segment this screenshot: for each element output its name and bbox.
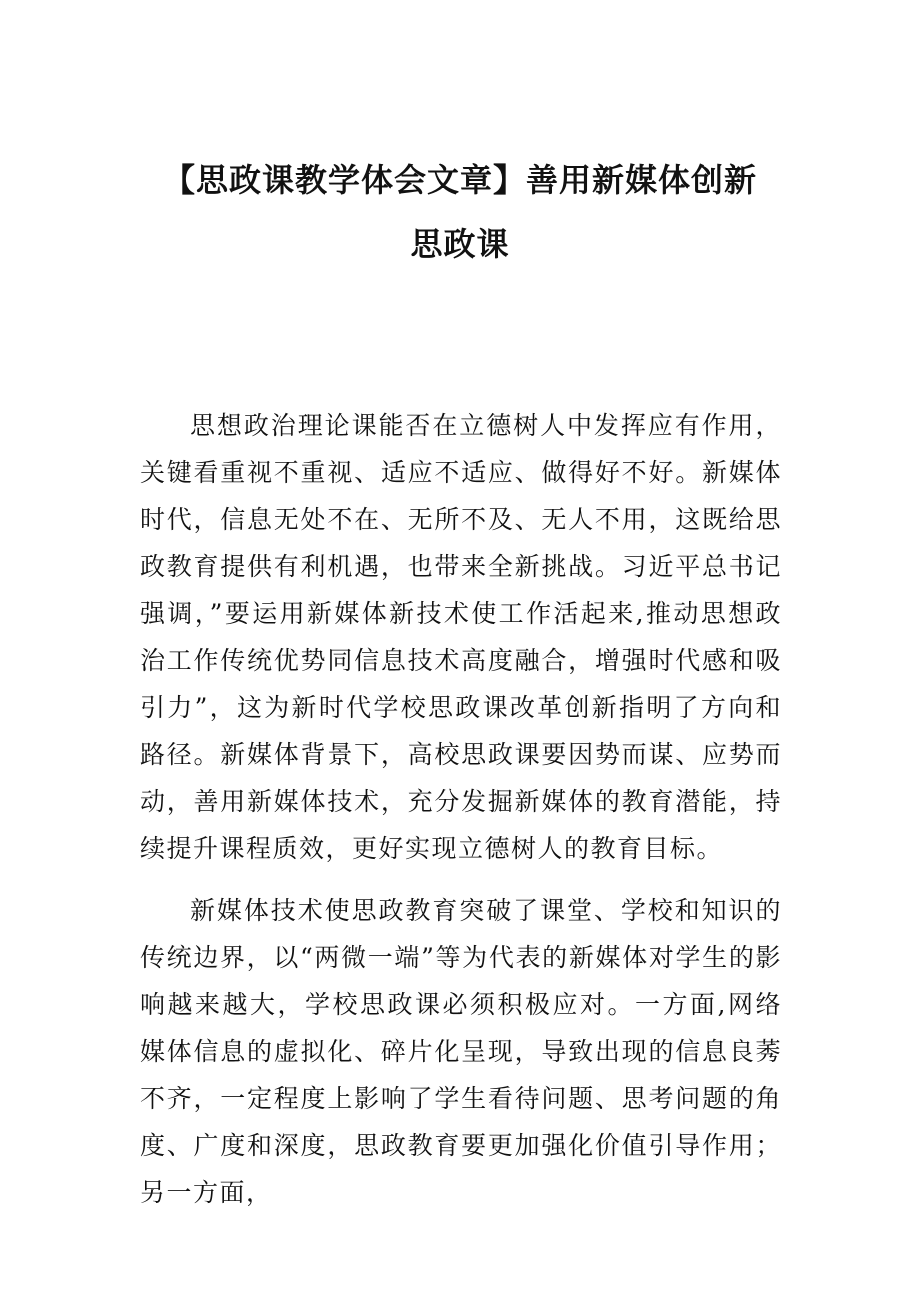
document-title xyxy=(140,148,780,276)
document-body xyxy=(140,402,782,1231)
paragraph-2: 新媒体技术使思政教育突破了课堂、学校和知识的传统边界，以“两微一端”等为代表的新媒体对学生的影响越来越大，学校思政课必须积极应对。一方面,网络媒体信息的虚拟化、碎片化呈现，导致出现的信息良莠不齐，一定程度上影响了学生看待问题、思考问题的角度、广度和深度，思政教育要更加强化价值引导作用；另一方面， xyxy=(140,896,782,1207)
title-line-2: 思政课 xyxy=(410,225,510,263)
paragraph-1: 思想政治理论课能否在立德树人中发挥应有作用，关键看重视不重视、适应不适应、做得好不好。新媒体时代，信息无处不在、无所不及、无人不用，这既给思政教育提供有利机遇，也带来全新挑战。习近平总书记强调，”要运用新媒体新技术使工作活起来,推动思想政治工作传统优势同信息技术高度融合，增强时代感和吸引力”，这为新时代学校思政课改革创新指明了方向和路径。新媒体背景下，高校思政课要因势而谋、应势而动，善用新媒体技术，充分发掘新媒体的教育潜能，持续提升课程质效，更好实现立德树人的教育目标。 xyxy=(140,411,782,863)
title-line-1: 【思政课教学体会文章】善用新媒体创新 xyxy=(162,161,757,199)
